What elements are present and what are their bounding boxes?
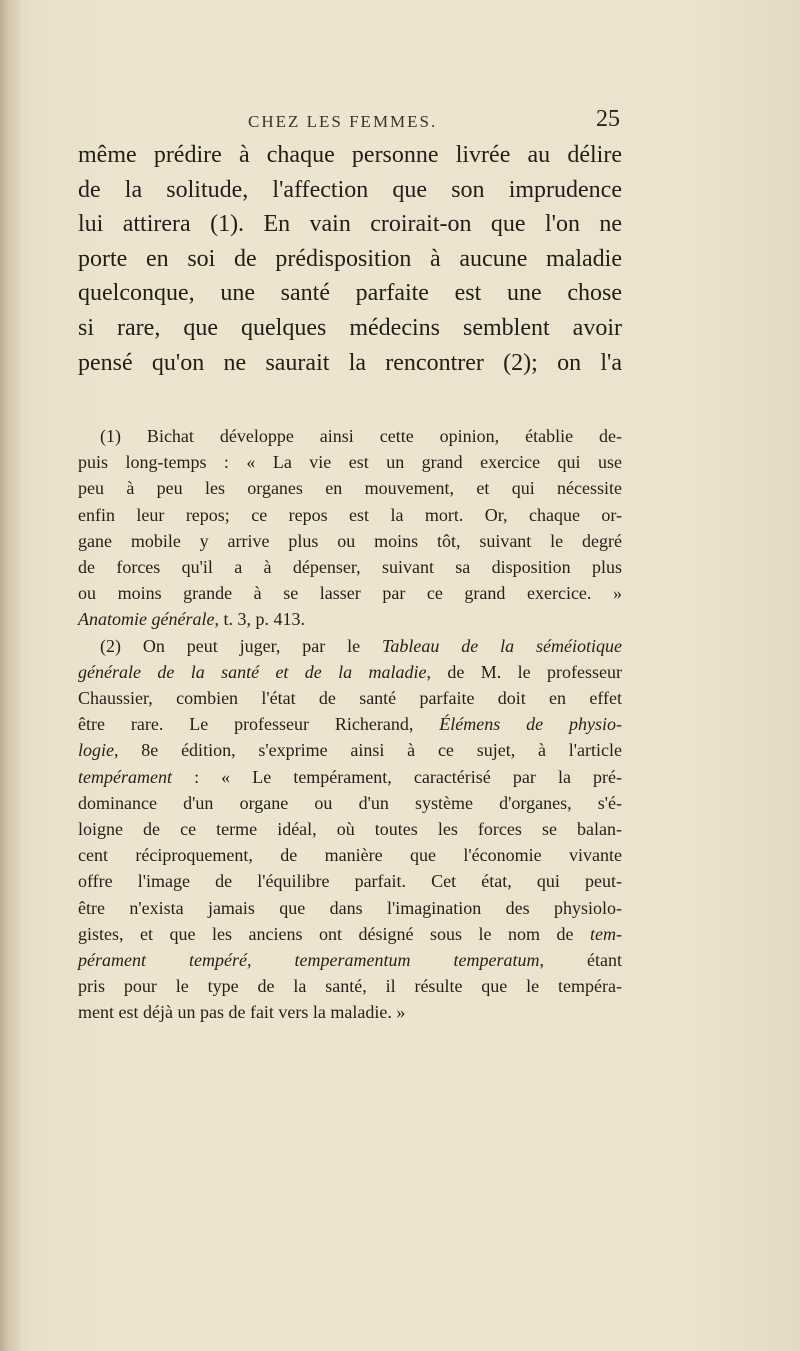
footnote-line: enfin leur repos; ce repos est la mort. Or, chaque or-	[78, 504, 622, 525]
citation-title: générale de la santé et de la maladie	[78, 661, 427, 682]
footnote-line: peu à peu les organes en mouvement, et qui nécessite	[78, 478, 622, 499]
footnote-line	[78, 764, 622, 790]
footnote-line: loigne de ce terme idéal, où toutes les forces se balan-	[78, 819, 622, 840]
citation-title: logie	[78, 740, 114, 761]
body-line: de la solitude, l'affection que son imprudence	[78, 176, 622, 203]
page-header	[78, 106, 620, 136]
footnotes	[78, 423, 622, 1026]
body-line: si rare, que quelques médecins semblent avoir	[78, 314, 622, 341]
footnote-line: puis long-temps : « La vie est un grand exercice qui use	[78, 452, 622, 473]
footnote-line	[78, 947, 622, 973]
footnote-text: , 8e édition, s'exprime ainsi à ce sujet, à l'article	[114, 740, 622, 761]
footnote-line: ou moins grande à se lasser par ce grand exercice. »	[78, 583, 622, 604]
citation-term: tempérament	[78, 766, 172, 787]
page-gutter-shadow	[0, 0, 22, 1351]
body-line: pensé qu'on ne saurait la rencontrer (2); on l'a	[78, 349, 622, 376]
main-paragraph	[78, 138, 622, 380]
footnote-text: gistes, et que les anciens ont désigné sous le nom de	[78, 923, 591, 944]
footnote-line	[78, 606, 622, 632]
footnote-line: Chaussier, combien l'état de santé parfaite doit en effet	[78, 688, 622, 709]
footnote-line: cent réciproquement, de manière que l'économie vivante	[78, 845, 622, 866]
citation-title: Élémens de physio-	[439, 714, 622, 735]
footnote-line	[78, 633, 622, 659]
footnote-text: : « Le tempérament, caractérisé par la pré-	[171, 766, 622, 787]
footnote-line	[78, 737, 622, 763]
citation-term: tem-	[590, 923, 622, 944]
footnote-line: ment est déjà un pas de fait vers la maladie. »	[78, 1002, 406, 1023]
footnote-text: , étant	[539, 950, 622, 971]
footnote-line	[78, 921, 622, 947]
citation-ref: , t. 3, p. 413.	[214, 609, 305, 630]
citation-term: pérament tempéré, temperamentum temperatum	[78, 950, 540, 971]
page-number: 25	[596, 106, 620, 132]
footnote-line	[78, 659, 622, 685]
footnote-text: être rare. Le professeur Richerand,	[78, 714, 440, 735]
footnote-1	[78, 423, 622, 633]
citation-title: Tableau de la séméiotique	[382, 635, 622, 656]
footnote-line: dominance d'un organe ou d'un système d'organes, s'é-	[78, 792, 622, 813]
body-line: quelconque, une santé parfaite est une chose	[78, 280, 622, 307]
citation-title: Anatomie générale	[78, 609, 215, 630]
footnote-line: pris pour le type de la santé, il résulte que le tempéra-	[78, 976, 622, 997]
footnote-line: (1) Bichat développe ainsi cette opinion, établie de-	[100, 426, 622, 446]
footnote-2	[78, 633, 622, 1026]
footnote-line: offre l'image de l'équilibre parfait. Cet état, qui peut-	[78, 871, 622, 892]
footnote-text: (2) On peut juger, par le	[100, 635, 383, 656]
body-line: lui attirera (1). En vain croirait-on que l'on ne	[78, 211, 622, 238]
footnote-text: , de M. le professeur	[426, 661, 622, 682]
running-head: CHEZ LES FEMMES.	[248, 112, 438, 131]
body-line: même prédire à chaque personne livrée au délire	[78, 142, 622, 168]
footnote-line: être n'exista jamais que dans l'imagination des physiolo-	[78, 897, 622, 918]
footnote-line: gane mobile y arrive plus ou moins tôt, suivant le degré	[78, 530, 622, 551]
footnote-line	[78, 711, 622, 737]
footnote-line: de forces qu'il a à dépenser, suivant sa disposition plus	[78, 557, 622, 578]
body-line: porte en soi de prédisposition à aucune maladie	[78, 245, 622, 272]
